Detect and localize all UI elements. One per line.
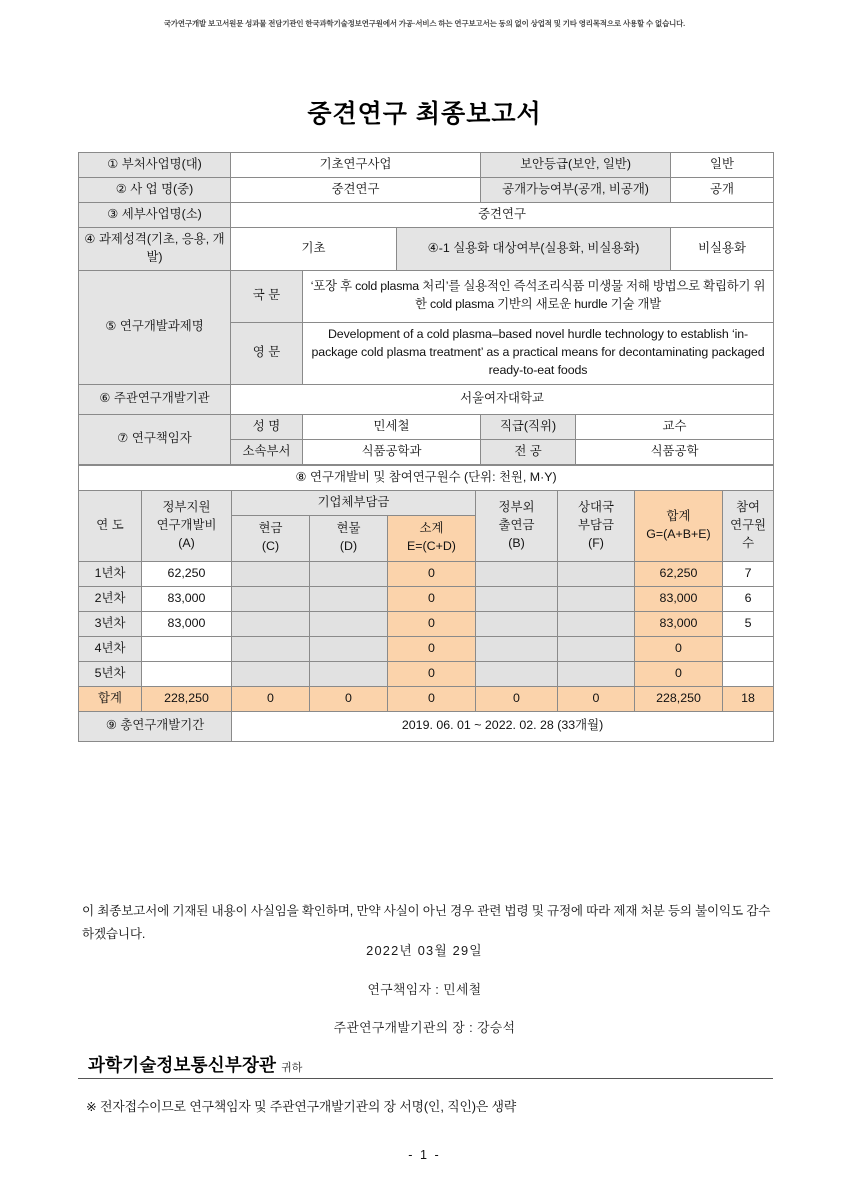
partner-line3: (F) bbox=[588, 535, 604, 550]
total-gov-out: 0 bbox=[476, 686, 558, 711]
table-row bbox=[79, 586, 774, 611]
cell-gov-a bbox=[142, 661, 232, 686]
table-row bbox=[79, 153, 774, 178]
cell-inkind bbox=[310, 586, 388, 611]
row4-sub-label: ④-1 실용화 대상여부(실용화, 비실용화) bbox=[397, 227, 671, 270]
table-row bbox=[79, 636, 774, 661]
gov-out-line2: 출연금 bbox=[498, 517, 535, 532]
declaration-paragraph: 이 최종보고서에 기재된 내용이 사실임을 확인하며, 만약 사실이 아닌 경우 관련 법령 및 규정에 따라 제재 처분 등의 불이익도 감수하겠습니다. bbox=[82, 904, 771, 942]
cell-researchers: 7 bbox=[723, 561, 774, 586]
cell-partner bbox=[558, 661, 635, 686]
table-row bbox=[79, 202, 774, 227]
col-header-partner-country bbox=[558, 490, 635, 561]
table-row bbox=[79, 227, 774, 270]
pi-name-value: 민세철 bbox=[303, 414, 481, 439]
table-row bbox=[79, 711, 774, 741]
row2-label: ② 사 업 명(중) bbox=[79, 177, 231, 202]
total-subtotal: 0 bbox=[388, 686, 476, 711]
partner-line2: 부담금 bbox=[578, 517, 614, 532]
total-row-label: 합계 bbox=[79, 686, 142, 711]
row3-label: ③ 세부사업명(소) bbox=[79, 202, 231, 227]
report-cover-tables bbox=[78, 152, 773, 742]
signature-date: 2022년 03월 29일 bbox=[366, 943, 483, 958]
gov-a-line1: 정부지원 bbox=[162, 499, 211, 514]
cell-gov-a: 83,000 bbox=[142, 586, 232, 611]
col-header-gov-funding bbox=[142, 490, 232, 561]
row1-value: 기초연구사업 bbox=[231, 153, 481, 178]
cell-cash bbox=[232, 661, 310, 686]
cell-cash bbox=[232, 636, 310, 661]
cell-researchers bbox=[723, 661, 774, 686]
pi-dept-label: 소속부서 bbox=[231, 439, 303, 464]
row6-label: ⑥ 주관연구개발기관 bbox=[79, 384, 231, 414]
budget-section-title: ⑧ 연구개발비 및 참여연구원수 (단위: 천원, M·Y) bbox=[79, 465, 774, 490]
pi-major-value: 식품공학 bbox=[576, 439, 774, 464]
row4-value: 기초 bbox=[231, 227, 397, 270]
pi-rank-label: 직급(직위) bbox=[481, 414, 576, 439]
row4-label: ④ 과제성격(기초, 응용, 개발) bbox=[79, 227, 231, 270]
table-row bbox=[79, 177, 774, 202]
row5-eng-label: 영 문 bbox=[231, 322, 303, 384]
cell-inkind bbox=[310, 611, 388, 636]
cell-subtotal: 0 bbox=[388, 636, 476, 661]
cell-researchers: 5 bbox=[723, 611, 774, 636]
table-row bbox=[79, 661, 774, 686]
row5-kor-label: 국 문 bbox=[231, 270, 303, 322]
research-period-value: 2019. 06. 01 ~ 2022. 02. 28 (33개월) bbox=[232, 711, 774, 741]
row3-value: 중견연구 bbox=[231, 202, 774, 227]
cell-total: 0 bbox=[635, 661, 723, 686]
cell-partner bbox=[558, 611, 635, 636]
total-grand: 228,250 bbox=[635, 686, 723, 711]
page-title: 중견연구 최종보고서 bbox=[307, 100, 542, 128]
minister-addressee bbox=[88, 1052, 688, 1077]
copyright-notice: 국가연구개발 보고서원문 성과물 전담기관인 한국과학기술정보연구원에서 가공·서비스 하는 연구보고서는 동의 없이 상업적 및 기타 영리목적으로 사용할 수 없습니다. bbox=[163, 19, 686, 28]
cell-researchers: 6 bbox=[723, 586, 774, 611]
cell-gov-out bbox=[476, 661, 558, 686]
cell-gov-a: 83,000 bbox=[142, 611, 232, 636]
project-title-korean: ‘포장 후 cold plasma 처리’를 실용적인 즉석조리식품 미생물 저해 방법으로 확립하기 위한 cold plasma 기반의 새로운 hurdle 기술 개발 bbox=[303, 270, 774, 322]
project-info-table bbox=[78, 152, 774, 465]
table-row bbox=[79, 414, 774, 439]
table-row bbox=[79, 611, 774, 636]
budget-total-row bbox=[79, 686, 774, 711]
total-cash: 0 bbox=[232, 686, 310, 711]
budget-table bbox=[78, 465, 774, 742]
pi-name-label: 성 명 bbox=[231, 414, 303, 439]
row2-sub-label: 공개가능여부(공개, 비공개) bbox=[481, 177, 671, 202]
cell-inkind bbox=[310, 661, 388, 686]
cell-researchers bbox=[723, 636, 774, 661]
table-row bbox=[79, 384, 774, 414]
subtotal-line2: E=(C+D) bbox=[407, 539, 456, 554]
researchers-line2: 연구원수 bbox=[730, 517, 767, 550]
row7-label: ⑦ 연구책임자 bbox=[79, 414, 231, 464]
col-header-grand-total bbox=[635, 490, 723, 561]
col-header-subtotal bbox=[388, 515, 476, 561]
cell-subtotal: 0 bbox=[388, 611, 476, 636]
cell-total: 62,250 bbox=[635, 561, 723, 586]
row2-sub-value: 공개 bbox=[671, 177, 774, 202]
cell-partner bbox=[558, 561, 635, 586]
col-header-year: 연 도 bbox=[79, 490, 142, 561]
inkind-line1: 현물 bbox=[336, 521, 361, 536]
cell-gov-a: 62,250 bbox=[142, 561, 232, 586]
cell-partner bbox=[558, 586, 635, 611]
row1-label: ① 부처사업명(대) bbox=[79, 153, 231, 178]
minister-suffix: 귀하 bbox=[281, 1062, 303, 1074]
row1-sub-value: 일반 bbox=[671, 153, 774, 178]
row-year-label: 3년차 bbox=[79, 611, 142, 636]
gov-a-line2: 연구개발비 bbox=[156, 517, 217, 532]
cash-line2: (C) bbox=[261, 539, 280, 554]
gov-out-line3: (B) bbox=[508, 535, 525, 550]
cell-total: 83,000 bbox=[635, 586, 723, 611]
total-inkind: 0 bbox=[310, 686, 388, 711]
cell-gov-out bbox=[476, 586, 558, 611]
cell-cash bbox=[232, 586, 310, 611]
row2-value: 중견연구 bbox=[231, 177, 481, 202]
col-header-inkind bbox=[310, 515, 388, 561]
signature-principal-investigator: 연구책임자 : 민세철 bbox=[367, 982, 482, 997]
total-gov-a: 228,250 bbox=[142, 686, 232, 711]
cell-total: 0 bbox=[635, 636, 723, 661]
cell-gov-out bbox=[476, 636, 558, 661]
cell-cash bbox=[232, 561, 310, 586]
total-line1: 합계 bbox=[666, 508, 691, 523]
row-year-label: 5년차 bbox=[79, 661, 142, 686]
cell-cash bbox=[232, 611, 310, 636]
table-row bbox=[79, 270, 774, 322]
row9-label: ⑨ 총연구개발기간 bbox=[79, 711, 232, 741]
col-header-researchers bbox=[723, 490, 774, 561]
total-researchers: 18 bbox=[723, 686, 774, 711]
row5-label: ⑤ 연구개발과제명 bbox=[79, 270, 231, 384]
cell-subtotal: 0 bbox=[388, 661, 476, 686]
subtotal-line1: 소계 bbox=[419, 521, 444, 536]
row-year-label: 1년차 bbox=[79, 561, 142, 586]
pi-rank-value: 교수 bbox=[576, 414, 774, 439]
cell-partner bbox=[558, 636, 635, 661]
cell-gov-out bbox=[476, 561, 558, 586]
cell-subtotal: 0 bbox=[388, 561, 476, 586]
budget-header-row-1 bbox=[79, 490, 774, 515]
footnote-text: ※ 전자접수이므로 연구책임자 및 주관연구개발기관의 장 서명(인, 직인)은 생략 bbox=[86, 1099, 517, 1114]
row4-sub-value: 비실용화 bbox=[671, 227, 774, 270]
row-year-label: 2년차 bbox=[79, 586, 142, 611]
inkind-line2: (D) bbox=[339, 539, 358, 554]
gov-out-line1: 정부외 bbox=[498, 499, 535, 514]
col-header-cash bbox=[232, 515, 310, 561]
row-year-label: 4년차 bbox=[79, 636, 142, 661]
lead-institution-value: 서울여자대학교 bbox=[231, 384, 774, 414]
row1-sub-label: 보안등급(보안, 일반) bbox=[481, 153, 671, 178]
cell-inkind bbox=[310, 561, 388, 586]
cell-gov-out bbox=[476, 611, 558, 636]
cash-line1: 현금 bbox=[258, 521, 283, 536]
signature-institution-head: 주관연구개발기관의 장 : 강승석 bbox=[333, 1020, 516, 1035]
budget-section-title-row bbox=[79, 465, 774, 490]
page-number: - 1 - bbox=[408, 1148, 441, 1162]
pi-major-label: 전 공 bbox=[481, 439, 576, 464]
researchers-line1: 참여 bbox=[736, 499, 761, 514]
partner-line1: 상대국 bbox=[578, 499, 614, 514]
cell-subtotal: 0 bbox=[388, 586, 476, 611]
col-header-gov-outside bbox=[476, 490, 558, 561]
cell-inkind bbox=[310, 636, 388, 661]
gov-a-line3: (A) bbox=[178, 535, 195, 550]
total-partner: 0 bbox=[558, 686, 635, 711]
pi-dept-value: 식품공학과 bbox=[303, 439, 481, 464]
cell-total: 83,000 bbox=[635, 611, 723, 636]
project-title-english: Development of a cold plasma–based novel hurdle technology to establish ‘in-package cold plasma treatment’ as a practical means for decontaminating packaged ready-to-eat foods bbox=[303, 322, 774, 384]
cell-gov-a bbox=[142, 636, 232, 661]
table-row bbox=[79, 561, 774, 586]
horizontal-divider bbox=[78, 1078, 773, 1079]
col-header-corporate-group: 기업체부담금 bbox=[232, 490, 476, 515]
total-line2: G=(A+B+E) bbox=[646, 526, 711, 541]
minister-title: 과학기술정보통신부장관 bbox=[88, 1055, 277, 1075]
